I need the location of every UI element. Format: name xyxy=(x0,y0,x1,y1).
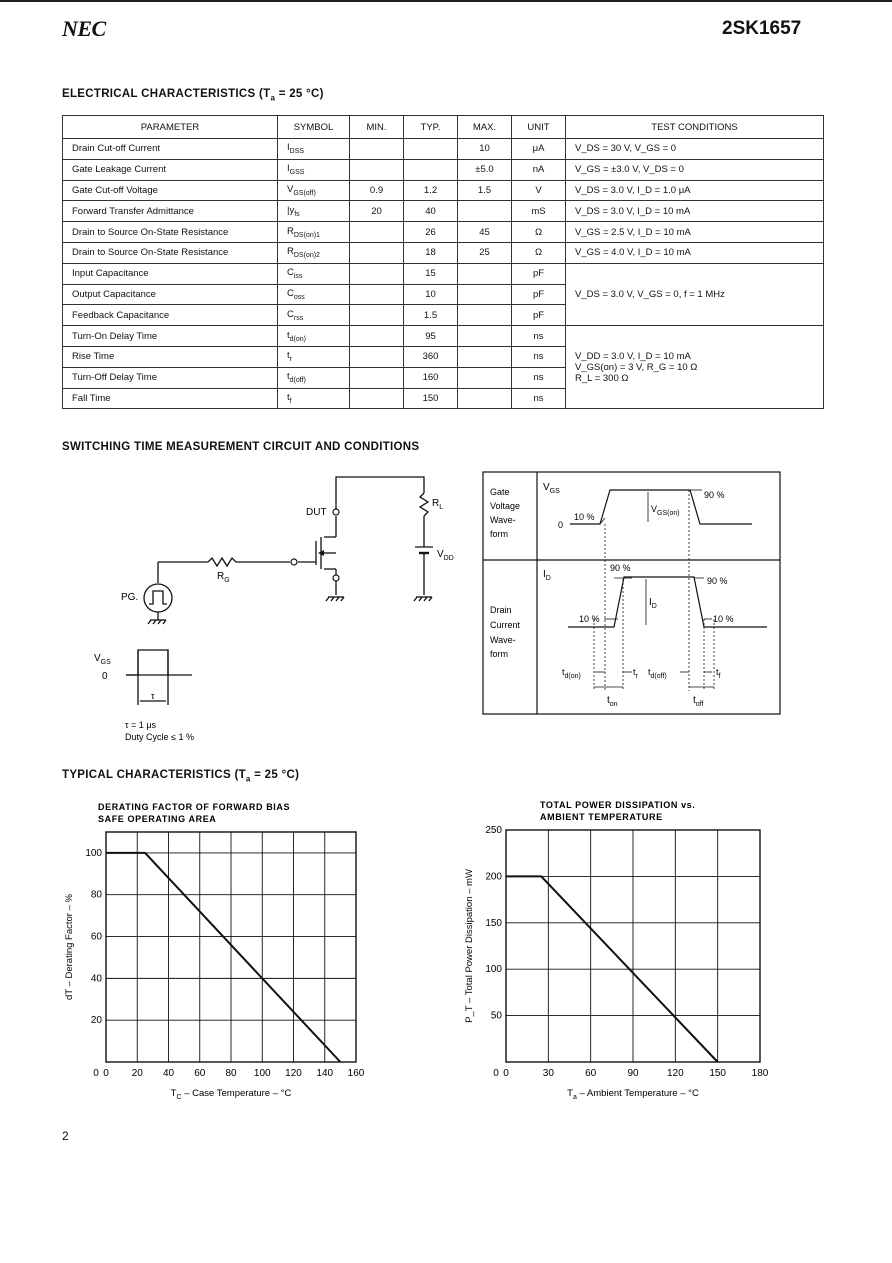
condition-cell: V_DS = 3.0 V, I_D = 1.0 μA xyxy=(566,180,824,201)
x-tick-label: 180 xyxy=(751,1068,769,1079)
min-cell xyxy=(350,263,404,284)
y-tick-label: 100 xyxy=(485,964,502,976)
chart-title-line: AMBIENT TEMPERATURE xyxy=(540,812,663,822)
x-tick-label: 140 xyxy=(316,1068,334,1079)
table-row xyxy=(63,222,824,243)
y-tick-label: 40 xyxy=(90,973,102,985)
unit-cell: pF xyxy=(512,284,566,305)
unit-cell: ns xyxy=(512,346,566,367)
toff-label: $t_{off}$ xyxy=(693,695,704,708)
gate-label-3: Wave- xyxy=(490,515,516,525)
table-row xyxy=(63,326,824,347)
symbol-cell: $R_{DS(on)2}$ xyxy=(278,242,350,263)
x-axis-label: $T_a$ – Ambient Temperature – °C xyxy=(567,1088,699,1101)
param-cell: Rise Time xyxy=(63,346,278,367)
min-cell xyxy=(350,284,404,305)
min-cell xyxy=(350,388,404,409)
max-cell xyxy=(458,263,512,284)
min-cell xyxy=(350,242,404,263)
x-tick-label: 160 xyxy=(347,1068,365,1079)
condition-cell-capacitance: V_DS = 3.0 V, V_GS = 0, f = 1 MHz xyxy=(566,263,824,325)
y-axis-label: dT – Derating Factor – % xyxy=(64,894,75,1000)
unit-cell: Ω xyxy=(512,242,566,263)
param-cell: Gate Leakage Current xyxy=(63,159,278,180)
col-unit: UNIT xyxy=(512,116,566,139)
symbol-cell: $C_{iss}$ xyxy=(278,263,350,284)
x-tick-label: 0 xyxy=(503,1068,509,1079)
table-row xyxy=(63,201,824,222)
drain-label-4: form xyxy=(490,649,508,659)
td-on-label: $t_{d(on)}$ xyxy=(562,667,581,680)
tf-label: $t_f$ xyxy=(716,667,721,680)
max-cell xyxy=(458,367,512,388)
table-row xyxy=(63,242,824,263)
typ-cell: 26 xyxy=(404,222,458,243)
drain-10pct-right: 10 % xyxy=(713,614,734,624)
x-tick-label: 20 xyxy=(131,1068,143,1079)
unit-cell: pF xyxy=(512,305,566,326)
switching-condition-line: V_DD = 3.0 V, I_D = 10 mA xyxy=(575,350,691,362)
gate-90pct: 90 % xyxy=(704,490,725,500)
tr-label: $t_r$ xyxy=(633,667,638,680)
x-tick-label: 120 xyxy=(666,1068,684,1079)
typ-cell: 160 xyxy=(404,367,458,388)
table-row xyxy=(63,139,824,160)
condition-cell: V_DS = 30 V, V_GS = 0 xyxy=(566,139,824,160)
duty-cycle-note: Duty Cycle ≤ 1 % xyxy=(125,732,194,742)
min-cell xyxy=(350,326,404,347)
drain-10pct-left: 10 % xyxy=(579,614,600,624)
unit-cell: ns xyxy=(512,388,566,409)
drain-90pct-left: 90 % xyxy=(610,563,631,573)
param-cell: Drain to Source On-State Resistance xyxy=(63,242,278,263)
table-row xyxy=(63,180,824,201)
td-off-label: $t_{d(off)}$ xyxy=(648,667,667,680)
symbol-cell: $t_r$ xyxy=(278,346,350,367)
max-cell: ±5.0 xyxy=(458,159,512,180)
condition-cell: V_GS = ±3.0 V, V_DS = 0 xyxy=(566,159,824,180)
symbol-cell: $I_{GSS}$ xyxy=(278,159,350,180)
id-wave-label: $I_D$ xyxy=(543,569,551,582)
min-cell xyxy=(350,139,404,160)
col-test-conditions: TEST CONDITIONS xyxy=(566,116,824,139)
switching-condition-line: R_L = 300 Ω xyxy=(575,372,629,384)
pg-label: PG. xyxy=(121,592,139,603)
x-axis-label: $T_C$ – Case Temperature – °C xyxy=(170,1088,292,1101)
table-row xyxy=(63,159,824,180)
min-cell: 20 xyxy=(350,201,404,222)
y-tick-label: 80 xyxy=(90,889,102,901)
max-cell xyxy=(458,326,512,347)
gate-label-4: form xyxy=(490,529,508,539)
col-max: MAX. xyxy=(458,116,512,139)
param-cell: Drain Cut-off Current xyxy=(63,139,278,160)
y-tick-label: 200 xyxy=(485,871,502,883)
symbol-cell: $C_{rss}$ xyxy=(278,305,350,326)
param-cell: Forward Transfer Admittance xyxy=(63,201,278,222)
symbol-cell: $C_{oss}$ xyxy=(278,284,350,305)
condition-cell: V_GS = 4.0 V, I_D = 10 mA xyxy=(566,242,824,263)
chart-title-line: TOTAL POWER DISSIPATION vs. xyxy=(540,800,696,810)
x-tick-label: 80 xyxy=(225,1068,237,1079)
series-line xyxy=(106,853,340,1062)
electrical-table xyxy=(62,115,824,409)
vgs-pulse-label: $V_{GS}$ xyxy=(94,653,111,666)
col-min: MIN. xyxy=(350,116,404,139)
x-tick-label: 60 xyxy=(194,1068,206,1079)
chart-title-line: DERATING FACTOR OF FORWARD BIAS xyxy=(98,802,291,812)
symbol-cell: $t_{d(on)}$ xyxy=(278,326,350,347)
param-cell: Input Capacitance xyxy=(63,263,278,284)
typ-cell: 1.5 xyxy=(404,305,458,326)
page-number: 2 xyxy=(62,1129,69,1143)
param-cell: Fall Time xyxy=(63,388,278,409)
min-cell xyxy=(350,305,404,326)
switching-condition-line: V_GS(on) = 3 V, R_G = 10 Ω xyxy=(575,361,698,373)
y-axis-label: P_T – Total Power Dissipation – mW xyxy=(464,869,475,1023)
origin-label: 0 xyxy=(93,1068,99,1079)
id-amplitude-label: $I_D$ xyxy=(649,597,657,610)
y-tick-label: 150 xyxy=(485,917,502,929)
max-cell xyxy=(458,388,512,409)
max-cell: 10 xyxy=(458,139,512,160)
gate-10pct: 10 % xyxy=(574,512,595,522)
y-tick-label: 50 xyxy=(490,1010,502,1022)
symbol-cell: $|y_{fs}$ xyxy=(278,201,350,222)
switching-title: SWITCHING TIME MEASUREMENT CIRCUIT AND CONDITIONS xyxy=(62,441,420,453)
unit-cell: ns xyxy=(512,367,566,388)
min-cell xyxy=(350,159,404,180)
typ-cell: 1.2 xyxy=(404,180,458,201)
col-typ: TYP. xyxy=(404,116,458,139)
y-tick-label: 100 xyxy=(85,847,102,859)
waveform-diagram xyxy=(482,471,782,717)
max-cell xyxy=(458,284,512,305)
x-tick-label: 90 xyxy=(627,1068,639,1079)
rg-label: $R_G$ xyxy=(217,571,230,584)
chart-title-line: SAFE OPERATING AREA xyxy=(98,814,217,824)
max-cell: 45 xyxy=(458,222,512,243)
zero-gate: 0 xyxy=(558,520,564,530)
unit-cell: μA xyxy=(512,139,566,160)
tau-label: τ xyxy=(151,691,155,701)
typ-cell: 360 xyxy=(404,346,458,367)
drain-label-3: Wave- xyxy=(490,635,516,645)
dut-label: DUT xyxy=(306,507,327,518)
typ-cell: 150 xyxy=(404,388,458,409)
table-row xyxy=(63,263,824,284)
symbol-cell: $R_{DS(on)1}$ xyxy=(278,222,350,243)
vdd-label: $V_{DD}$ xyxy=(437,549,454,562)
origin-label: 0 xyxy=(493,1068,499,1079)
typ-cell: 18 xyxy=(404,242,458,263)
typ-cell: 95 xyxy=(404,326,458,347)
min-cell xyxy=(350,346,404,367)
max-cell xyxy=(458,201,512,222)
typ-cell: 15 xyxy=(404,263,458,284)
rl-label: $R_L$ xyxy=(432,498,444,511)
electrical-title: ELECTRICAL CHARACTERISTICS ($T_a = 25$ °C) xyxy=(62,88,324,103)
drain-label-1: Drain xyxy=(490,605,512,615)
unit-cell: ns xyxy=(512,326,566,347)
symbol-cell: $t_f$ xyxy=(278,388,350,409)
y-tick-label: 60 xyxy=(90,931,102,943)
x-tick-label: 60 xyxy=(585,1068,597,1079)
min-cell xyxy=(350,367,404,388)
param-cell: Output Capacitance xyxy=(63,284,278,305)
param-cell: Turn-On Delay Time xyxy=(63,326,278,347)
max-cell: 1.5 xyxy=(458,180,512,201)
typical-title: TYPICAL CHARACTERISTICS ($T_a = 25$ °C) xyxy=(62,769,300,784)
x-tick-label: 0 xyxy=(103,1068,109,1079)
min-cell: 0.9 xyxy=(350,180,404,201)
typ-cell: 40 xyxy=(404,201,458,222)
typ-cell: 10 xyxy=(404,284,458,305)
symbol-cell: $V_{GS(off)}$ xyxy=(278,180,350,201)
vgs-on-label: $V_{GS(on)}$ xyxy=(651,504,680,517)
tau-note: τ = 1 μs xyxy=(125,720,157,730)
y-tick-label: 250 xyxy=(485,825,502,836)
col-parameter: PARAMETER xyxy=(63,116,278,139)
condition-cell: V_DS = 3.0 V, I_D = 10 mA xyxy=(566,201,824,222)
x-tick-label: 40 xyxy=(162,1068,175,1079)
vgs-wave-label: $V_{GS}$ xyxy=(543,482,560,495)
table-header-row xyxy=(63,116,824,139)
symbol-cell: $t_{d(off)}$ xyxy=(278,367,350,388)
x-tick-label: 150 xyxy=(709,1068,727,1079)
unit-cell: nA xyxy=(512,159,566,180)
typ-cell xyxy=(404,139,458,160)
switching-circuit xyxy=(60,465,480,755)
zero-label: 0 xyxy=(102,671,108,682)
max-cell xyxy=(458,346,512,367)
min-cell xyxy=(350,222,404,243)
condition-cell-switching xyxy=(566,326,824,409)
max-cell: 25 xyxy=(458,242,512,263)
nec-logo: NEC xyxy=(62,16,106,41)
unit-cell: V xyxy=(512,180,566,201)
x-tick-label: 30 xyxy=(542,1068,554,1079)
param-cell: Turn-Off Delay Time xyxy=(63,367,278,388)
ton-label: $t_{on}$ xyxy=(607,695,618,708)
param-cell: Drain to Source On-State Resistance xyxy=(63,222,278,243)
top-rule xyxy=(0,0,892,2)
unit-cell: Ω xyxy=(512,222,566,243)
unit-cell: mS xyxy=(512,201,566,222)
y-tick-label: 20 xyxy=(90,1015,102,1027)
drain-90pct-right: 90 % xyxy=(707,576,728,586)
gate-label-2: Voltage xyxy=(490,501,521,511)
condition-cell: V_GS = 2.5 V, I_D = 10 mA xyxy=(566,222,824,243)
drain-label-2: Current xyxy=(490,620,521,630)
part-number: 2SK1657 xyxy=(722,18,802,39)
x-tick-label: 120 xyxy=(285,1068,302,1079)
max-cell xyxy=(458,305,512,326)
param-cell: Gate Cut-off Voltage xyxy=(63,180,278,201)
param-cell: Feedback Capacitance xyxy=(63,305,278,326)
x-tick-label: 100 xyxy=(253,1068,271,1079)
derating-chart xyxy=(56,792,386,1102)
power-dissipation-chart xyxy=(456,792,776,1102)
gate-label-1: Gate xyxy=(490,487,510,497)
unit-cell: pF xyxy=(512,263,566,284)
col-symbol: SYMBOL xyxy=(278,116,350,139)
typ-cell xyxy=(404,159,458,180)
symbol-cell: $I_{DSS}$ xyxy=(278,139,350,160)
